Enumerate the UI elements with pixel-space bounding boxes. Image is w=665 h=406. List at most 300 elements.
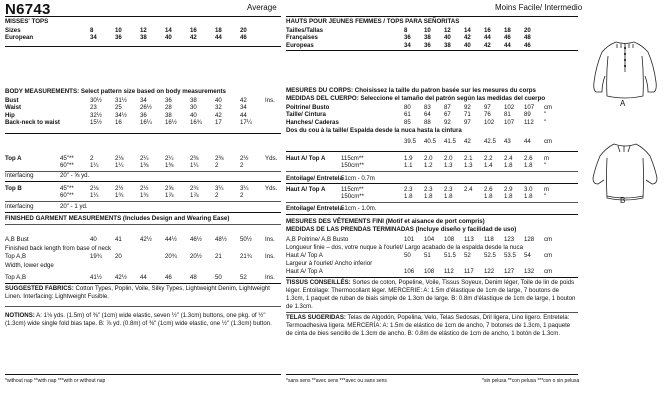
yardage-cell: 2¾ bbox=[190, 185, 199, 192]
yardage-cell: 2.4 bbox=[464, 186, 473, 193]
measurement-label: Hip bbox=[5, 111, 15, 119]
body-measurements-table-en bbox=[5, 97, 275, 126]
tissus-conseilles bbox=[286, 279, 578, 311]
measurement-cell: 17 bbox=[215, 118, 222, 126]
finished-heading: FINISHED GARMENT MEASUREMENTS (Includes Design and Wearing Ease) bbox=[5, 215, 230, 222]
footnote-es: *sin pelusa **con pelusa ***con o sin pelusa bbox=[482, 378, 580, 384]
fabric-width: 115cm** bbox=[341, 186, 364, 193]
finished-cell: 42½ bbox=[140, 236, 152, 243]
rule bbox=[286, 50, 578, 51]
measurement-row bbox=[5, 119, 275, 126]
finished-cell: 51 bbox=[424, 252, 431, 259]
finished-cell: 44 bbox=[140, 274, 147, 281]
measurement-cell: 76 bbox=[484, 111, 491, 119]
yardage-cell: 1⅜ bbox=[165, 162, 174, 170]
measurement-cell: 28 bbox=[165, 104, 172, 112]
size-cell: 16 bbox=[484, 27, 491, 34]
measurement-cell: 107 bbox=[524, 104, 535, 111]
yardage-cell: 2 bbox=[240, 192, 244, 200]
dos-table bbox=[286, 138, 552, 145]
size-cell: 48 bbox=[524, 34, 531, 42]
yardage-cell: 1¼ bbox=[90, 192, 99, 200]
finished-length-label: Finished back length from base of neck bbox=[5, 245, 112, 252]
unit-cell: " bbox=[544, 118, 547, 126]
measurement-cell: 36 bbox=[140, 111, 147, 119]
size-cell: 42 bbox=[484, 41, 491, 49]
finished-cell: 128 bbox=[524, 236, 535, 243]
unit-cell: cm bbox=[544, 252, 553, 259]
size-cell: 10 bbox=[424, 27, 431, 34]
yardage-cell: 2 bbox=[215, 192, 219, 200]
top-b-line-drawing bbox=[590, 138, 660, 220]
fabric-width: 45"** bbox=[60, 185, 74, 192]
measurement-cell: 44 bbox=[524, 138, 531, 145]
measurement-cell: 38 bbox=[165, 111, 172, 119]
fabric-width: 45"** bbox=[60, 155, 74, 162]
finished-cell: 40 bbox=[90, 236, 97, 243]
measurement-cell: 30½ bbox=[90, 97, 102, 104]
yardage-cell: 2½ bbox=[115, 185, 124, 192]
body-table-fr-es bbox=[286, 104, 552, 126]
fabric-width: 150cm** bbox=[341, 193, 365, 201]
longueur-row-label: Haut A/ Top A bbox=[286, 252, 323, 259]
european-cell: 42 bbox=[190, 34, 197, 42]
finished-cell: 46½ bbox=[190, 236, 202, 243]
longueur-label: Longueur finie – dos, votre nuque à l'ourlet/ Largo acabado de la espalda desde la nuca bbox=[286, 244, 523, 251]
yardage-cell: 2.6 bbox=[524, 155, 533, 162]
yardage-cell: 2 bbox=[90, 155, 94, 162]
yardage-cell: 1¼ bbox=[90, 162, 99, 170]
interfacing-b-value: 20" - 1 yd. bbox=[60, 203, 88, 210]
yardage-cell: 2⅛ bbox=[90, 185, 99, 192]
europeas-label: Europeas bbox=[286, 41, 314, 49]
yardage-cell: 2.3 bbox=[404, 186, 413, 193]
measurement-cell: 81 bbox=[504, 111, 511, 119]
size-cell: 40 bbox=[464, 41, 471, 49]
rule bbox=[286, 214, 578, 215]
yardage-cell: 1.2 bbox=[424, 162, 433, 170]
sizes-table-fr-es bbox=[286, 27, 544, 49]
body-label-fr: Taille/ Cintura bbox=[286, 111, 326, 119]
yardage-cell: 1.8 bbox=[524, 193, 533, 201]
measurement-label: Back-neck to waist bbox=[5, 118, 60, 126]
measurement-cell: 44 bbox=[240, 111, 247, 119]
section-title-fr-es: HAUTS POUR JEUNES FEMMES / TOPS PARA SEÑORITAS bbox=[286, 18, 460, 25]
body-label-fr: Hanches/ Caderas bbox=[286, 118, 339, 126]
unit-cell: Yds. bbox=[265, 155, 278, 162]
rule bbox=[286, 277, 578, 278]
top-b-yardage-table bbox=[5, 185, 277, 200]
finished-length-table bbox=[5, 253, 275, 260]
size-cell: 40 bbox=[444, 34, 451, 42]
sizes-table-en bbox=[5, 27, 265, 42]
size-cell: 12 bbox=[444, 27, 451, 34]
finished-cell: 108 bbox=[444, 236, 455, 243]
european-label: European bbox=[5, 34, 34, 42]
finished-width-row-label: Top A,B bbox=[5, 274, 27, 281]
yardage-cell: 1.8 bbox=[484, 193, 493, 201]
fini-bust-label: A,B Poitrine/ A,B Busto bbox=[286, 236, 349, 243]
yardage-cell: 2.0 bbox=[444, 155, 453, 162]
fabric-width: 60"** bbox=[60, 162, 74, 170]
unit-cell: cm bbox=[544, 138, 553, 145]
finished-cell: 53.5 bbox=[504, 252, 516, 259]
measurement-cell: 89 bbox=[524, 111, 531, 119]
size-cell: 36 bbox=[424, 41, 431, 49]
measurement-cell: 97 bbox=[464, 118, 471, 126]
finished-cell: 122 bbox=[484, 268, 495, 275]
european-cell: 36 bbox=[115, 34, 122, 42]
yardage-cell: 1.8 bbox=[444, 193, 453, 201]
yardage-cell: 2.3 bbox=[424, 186, 433, 193]
rule bbox=[5, 212, 281, 213]
entoilage-a-value: 51cm - 0.7m bbox=[341, 175, 375, 182]
size-cell: 44 bbox=[504, 41, 511, 49]
rule bbox=[5, 201, 281, 202]
rule bbox=[286, 202, 578, 203]
yardage-cell: 1.4 bbox=[484, 162, 493, 170]
measurement-cell: 43 bbox=[504, 138, 511, 145]
size-cell: 42 bbox=[464, 34, 471, 42]
interfacing-a-label: Interfacing bbox=[5, 172, 34, 179]
unit-cell: " bbox=[544, 193, 547, 201]
yardage-cell: 1.8 bbox=[504, 193, 513, 201]
measurement-label: Waist bbox=[5, 104, 22, 112]
telas-sugeridas bbox=[286, 314, 578, 338]
size-cell: 46 bbox=[504, 34, 511, 42]
measurement-cell: 16¼ bbox=[140, 118, 152, 126]
measurement-cell: 40.5 bbox=[424, 138, 436, 145]
yardage-cell: 2 bbox=[215, 162, 219, 170]
pattern-number: N6743 bbox=[5, 1, 51, 18]
finished-cell: 52 bbox=[464, 252, 471, 259]
measurement-cell: 80 bbox=[404, 104, 411, 111]
yardage-cell: 1.8 bbox=[524, 162, 533, 170]
measurement-cell: 30 bbox=[190, 104, 197, 112]
finished-cell: 41 bbox=[115, 236, 122, 243]
fabric-width: 150cm** bbox=[341, 162, 365, 170]
size-cell: 16 bbox=[190, 27, 197, 34]
rule bbox=[286, 183, 578, 184]
rule bbox=[5, 374, 281, 375]
measurement-cell: 42 bbox=[464, 138, 471, 145]
measurement-cell: 92 bbox=[464, 104, 471, 111]
finished-cell: 20¾ bbox=[165, 253, 177, 260]
yardage-cell: 2.1 bbox=[464, 155, 473, 162]
measurement-cell: 92 bbox=[444, 118, 451, 126]
yardage-cell: 2.3 bbox=[444, 186, 453, 193]
measurement-row bbox=[5, 112, 275, 119]
size-cell: 36 bbox=[404, 34, 411, 42]
telas-text: Telas de Algodón, Popelina, Velo, Telas Sedosas, Dril ligera, Lino ligero. Entretela: Termoadhesiva ligera. MERCERÍA: A: 1.5m de elástico de 1cm de ancho, 7 botones de 1.3cm, 1 paquete de cinta de bies sencillo de 1.3cm de ancho. B: 0.8m de elástico de 1cm de ancho, 1 botón de 1.3cm. bbox=[286, 314, 571, 337]
rule bbox=[5, 283, 281, 284]
yardage-cell: 2½ bbox=[140, 185, 149, 192]
yardage-cell: 1¾ bbox=[140, 192, 149, 200]
european-cell: 40 bbox=[165, 34, 172, 42]
size-cell: 14 bbox=[464, 27, 471, 34]
yardage-cell: 2½ bbox=[240, 155, 249, 162]
yardage-cell: 3¼ bbox=[215, 185, 224, 192]
largeur-label: Largeur à l'ourlet/ Ancho inferior bbox=[286, 260, 373, 267]
haut-a-label: Haut A/ Top A bbox=[286, 155, 326, 162]
size-cell: 20 bbox=[524, 27, 531, 34]
body-measurements-heading: BODY MEASUREMENTS: Select pattern size based on body measurements bbox=[5, 88, 226, 95]
yardage-cell: 1.9 bbox=[404, 155, 413, 162]
yardage-cell: 2.0 bbox=[424, 155, 433, 162]
measurement-cell: 39.5 bbox=[404, 138, 416, 145]
tailles-label: Tailles/Tallas bbox=[286, 27, 324, 34]
measurement-cell: 71 bbox=[464, 111, 471, 119]
entoilage-a-label: Entoilage/ Entretela bbox=[286, 175, 343, 182]
rule bbox=[286, 312, 578, 313]
header-rule-left bbox=[5, 16, 281, 17]
sizes-row bbox=[5, 27, 265, 34]
interfacing-b-label: Interfacing bbox=[5, 203, 34, 210]
size-cell: 38 bbox=[424, 34, 431, 42]
measurement-cell: 64 bbox=[424, 111, 431, 119]
interfacing-a-value: 20" - ⅝ yd. bbox=[60, 172, 90, 179]
finished-cell: 48½ bbox=[215, 236, 227, 243]
suggested-lead: SUGGESTED FABRICS: bbox=[5, 285, 74, 292]
size-cell: 8 bbox=[90, 27, 94, 34]
measurement-cell: 107 bbox=[504, 118, 515, 126]
suggested-text: Cotton Types, Poplin, Voile, Silky Types, Lightweight Denim, Lightweight Linen. Interfacing: Lightweight Fusible. bbox=[5, 285, 270, 301]
body-label-fr: Poitrine/ Busto bbox=[286, 104, 330, 111]
size-cell: 20 bbox=[240, 27, 247, 34]
fabric-width: 115cm** bbox=[341, 155, 364, 162]
sizes-label: Sizes bbox=[5, 27, 21, 34]
yardage-cell: 2⅜ bbox=[190, 155, 199, 162]
finished-cell: 50 bbox=[404, 252, 411, 259]
yardage-cell: 2.4 bbox=[504, 155, 513, 162]
haut-b-table bbox=[286, 186, 549, 201]
rule bbox=[5, 306, 281, 307]
european-cell: 38 bbox=[140, 34, 147, 42]
finished-cell: 54 bbox=[524, 252, 531, 259]
measurement-cell: 34½ bbox=[115, 111, 127, 119]
european-cell: 44 bbox=[215, 34, 222, 42]
measurement-cell: 23 bbox=[90, 104, 97, 112]
finished-width-table bbox=[5, 274, 275, 281]
fini-bust-table bbox=[286, 236, 552, 243]
rule bbox=[286, 171, 578, 172]
rule bbox=[5, 181, 281, 182]
finished-cell: 20½ bbox=[190, 253, 202, 260]
unit-cell: " bbox=[544, 162, 547, 170]
measurement-cell: 102 bbox=[484, 118, 495, 126]
difficulty-level-en: Average bbox=[247, 3, 277, 12]
top-a-label: Top A bbox=[5, 155, 22, 162]
finished-cell: 20 bbox=[115, 253, 122, 260]
entoilage-b-label: Entoilage/ Entretela bbox=[286, 205, 343, 212]
finished-cell: 132 bbox=[524, 268, 535, 275]
yardage-cell: 2⅛ bbox=[115, 155, 124, 162]
yardage-cell: 1.1 bbox=[404, 162, 413, 170]
unit-cell: Yds. bbox=[265, 185, 278, 192]
measurement-cell: 16 bbox=[115, 118, 122, 126]
finished-cell: 41½ bbox=[90, 274, 102, 281]
finished-cell: 101 bbox=[404, 236, 415, 243]
size-cell: 34 bbox=[404, 41, 411, 49]
largeur-table bbox=[286, 268, 552, 275]
mesures-heading: MESURES DU CORPS: Choisissez la taille du patron basée sur les mesures du corps bbox=[286, 87, 536, 94]
fabric-width: 60"** bbox=[60, 192, 74, 200]
largeur-row-label: Haut A/ Top A bbox=[286, 268, 323, 275]
medidas-heading: MEDIDAS DEL CUERPO: Seleccione el tamaño del patrón según las medidas del cuerpo bbox=[286, 95, 546, 102]
unit-cell: Ins. bbox=[265, 97, 275, 104]
rule bbox=[5, 46, 281, 47]
measurement-cell: 88 bbox=[424, 118, 431, 126]
finished-bust-label: A,B Bust bbox=[5, 236, 29, 243]
yardage-cell: 3¼ bbox=[240, 185, 249, 192]
size-cell: 12 bbox=[140, 27, 147, 34]
measurement-cell: 36 bbox=[165, 97, 172, 104]
yardage-cell: 1.3 bbox=[444, 162, 453, 170]
measurement-cell: 40 bbox=[215, 97, 222, 104]
finished-cell: 108 bbox=[424, 268, 435, 275]
finished-cell bbox=[140, 253, 165, 260]
footnote-fr: *sans sens **avec sens ***avec ou sans sens bbox=[286, 378, 387, 384]
size-cell: 46 bbox=[524, 41, 531, 49]
unit-cell: Ins. bbox=[265, 274, 275, 281]
finished-width-label: Width, lower edge bbox=[5, 262, 54, 269]
european-row bbox=[5, 34, 265, 41]
measurement-cell: 102 bbox=[504, 104, 515, 111]
yardage-cell: 2.6 bbox=[484, 186, 493, 193]
notions-text: A: 1⅛ yds. (1.5m) of ⅜" (1cm) wide elastic, seven ½" (1.3cm) buttons, one pkg. of ½" (1.3cm) wide single fold bias tape. B: ⅞ yd. (0.8m) of ⅜" (1cm) wide elastic, one ½" (1.3cm) button. bbox=[5, 312, 272, 328]
dos-label: Dos du cou à la taille/ Espalda desde la nuca hasta la cintura bbox=[286, 127, 462, 134]
notions-lead: NOTIONS: bbox=[5, 312, 35, 319]
measurement-label: Bust bbox=[5, 97, 19, 104]
rule bbox=[5, 133, 281, 134]
measurement-cell: 41.5 bbox=[444, 138, 456, 145]
tissus-lead: TISSUS CONSEILLÉS: bbox=[286, 279, 351, 286]
suggested-fabrics-en bbox=[5, 285, 281, 301]
measurement-cell: 112 bbox=[524, 118, 534, 126]
measurement-cell: 26½ bbox=[140, 104, 152, 112]
yardage-cell: 1.8 bbox=[424, 193, 433, 201]
measurement-cell: 67 bbox=[444, 111, 451, 119]
yardage-cell: 1⅞ bbox=[165, 192, 174, 200]
longueur-table bbox=[286, 252, 552, 259]
terminadas-heading: MEDIDAS DE LAS PRENDAS TERMINADAS (Incluye diseño y facilidad de uso) bbox=[286, 226, 517, 233]
figure-label-b: B bbox=[620, 196, 626, 205]
measurement-cell: 32 bbox=[215, 104, 222, 112]
yardage-cell: 1.3 bbox=[464, 162, 473, 170]
measurement-row bbox=[5, 97, 275, 104]
tissus-text: Sortes de coton, Popeline, Voile, Tissus Soyeux, Denim léger, Toile de lin de poids léger. Entoilage: Thermocollant léger. MERCERIE: A: 1.5m d'élastique de 1cm de large, 7 boutons de 1.3cm, 1 paquet de ruban de biais simple de 1.3cm de large. B: 0.8m d'élastique de 1cm de large, 1 bouton de 1.3cm. bbox=[286, 279, 576, 310]
finished-cell: 104 bbox=[424, 236, 435, 243]
measurement-cell: 42 bbox=[215, 111, 222, 119]
finished-cell: 51.5 bbox=[444, 252, 456, 259]
entoilage-b-value: 51cm - 1.0m. bbox=[341, 205, 377, 212]
measurement-cell: 34 bbox=[140, 97, 147, 104]
unit-cell: m bbox=[544, 186, 550, 193]
yardage-cell: 1¾ bbox=[115, 192, 124, 200]
size-cell: 14 bbox=[165, 27, 172, 34]
yardage-cell: 1.8 bbox=[504, 162, 513, 170]
finished-cell: 19¾ bbox=[90, 253, 102, 260]
yardage-cell: 1⅞ bbox=[190, 192, 199, 200]
finished-bust-table bbox=[5, 236, 275, 243]
telas-lead: TELAS SUGERIDAS: bbox=[286, 314, 346, 321]
european-cell: 34 bbox=[90, 34, 97, 42]
finished-cell: 113 bbox=[464, 236, 474, 243]
yardage-cell: 3.0 bbox=[524, 186, 533, 193]
yardage-cell: 2.9 bbox=[504, 186, 513, 193]
measurement-cell: 32½ bbox=[90, 111, 102, 119]
measurement-cell: 42.5 bbox=[484, 138, 496, 145]
finished-cell: 46 bbox=[165, 274, 172, 281]
rule bbox=[5, 171, 281, 172]
yardage-cell: 1¼ bbox=[190, 162, 199, 170]
yardage-cell bbox=[464, 193, 484, 200]
finished-cell: 118 bbox=[484, 236, 494, 243]
finished-cell: 117 bbox=[464, 268, 474, 275]
figure-label-a: A bbox=[620, 99, 626, 108]
unit-cell: Ins. bbox=[265, 236, 275, 243]
finished-cell: 106 bbox=[404, 268, 415, 275]
european-cell: 46 bbox=[240, 34, 247, 42]
measurement-cell: 25 bbox=[115, 104, 122, 112]
measurement-cell: 42 bbox=[240, 97, 247, 104]
top-b-label: Top B bbox=[5, 185, 22, 192]
size-cell: 8 bbox=[404, 27, 408, 34]
measurement-cell: 34 bbox=[240, 104, 247, 112]
finished-cell: 48 bbox=[190, 274, 197, 281]
measurement-cell: 16½ bbox=[165, 118, 177, 126]
unit-cell: cm bbox=[544, 104, 553, 111]
measurement-cell: 31½ bbox=[115, 97, 127, 104]
rule bbox=[286, 374, 578, 375]
yardage-cell: 2.2 bbox=[484, 155, 493, 162]
measurement-cell: 87 bbox=[444, 104, 451, 111]
measurement-cell: 17¼ bbox=[240, 118, 252, 126]
unit-cell: cm bbox=[544, 268, 553, 275]
francaises-label: Françaises bbox=[286, 34, 318, 42]
header-rule-right bbox=[286, 16, 578, 17]
size-cell: 38 bbox=[444, 41, 451, 49]
fini-heading: MESURES DES VÊTEMENTS FINI (Motif et aisance de port compris) bbox=[286, 218, 485, 225]
yardage-cell: 1¼ bbox=[115, 162, 124, 170]
top-a-yardage-table bbox=[5, 155, 277, 170]
measurement-cell: 15½ bbox=[90, 118, 102, 126]
measurement-cell: 61 bbox=[404, 111, 411, 119]
rule bbox=[286, 151, 578, 152]
yardage-cell: 1⅜ bbox=[140, 162, 149, 170]
section-title-en: MISSES' TOPS bbox=[5, 18, 49, 25]
measurement-cell: 38 bbox=[190, 97, 197, 104]
finished-cell: 21 bbox=[215, 253, 222, 260]
yardage-cell: 2 bbox=[240, 162, 244, 170]
size-cell: 18 bbox=[504, 27, 511, 34]
notions-en bbox=[5, 312, 281, 328]
measurement-cell: 97 bbox=[484, 104, 491, 111]
yardage-cell: 2¼ bbox=[140, 155, 149, 162]
size-cell: 18 bbox=[215, 27, 222, 34]
finished-cell: 50 bbox=[215, 274, 222, 281]
measurement-cell: 40 bbox=[190, 111, 197, 119]
size-cell: 10 bbox=[115, 27, 122, 34]
measurement-cell: 85 bbox=[404, 118, 411, 126]
difficulty-level-fr-es: Moins Facile/ Intermedio bbox=[495, 3, 583, 12]
haut-b-label: Haut A/ Top A bbox=[286, 186, 326, 193]
measurement-cell: 83 bbox=[424, 104, 431, 111]
finished-cell: 52 bbox=[240, 274, 247, 281]
finished-cell: 112 bbox=[444, 268, 454, 275]
unit-cell: cm bbox=[544, 236, 553, 243]
unit-cell: m bbox=[544, 155, 550, 162]
